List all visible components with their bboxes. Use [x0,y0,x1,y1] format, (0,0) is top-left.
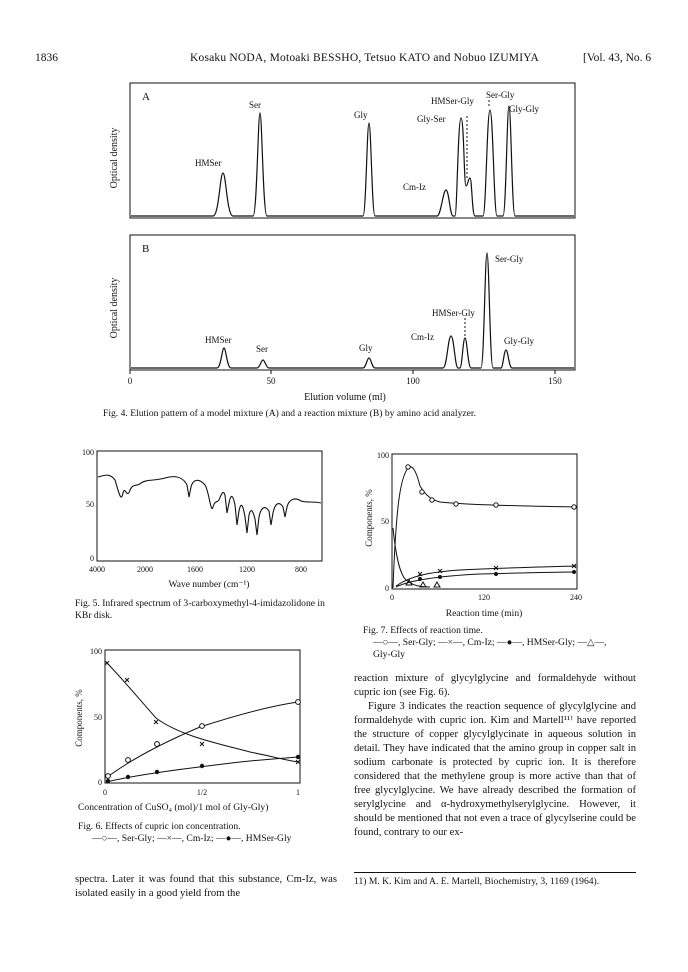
fig4-b-peak-hmser: HMSer [205,335,232,345]
fig7-series-cmiz [396,566,576,586]
body-paragraph-1: reaction mixture of glycylglycine and formaldehyde without cupric ion (see Fig. 6). [354,673,636,698]
fig6-chart [60,640,315,820]
fig6-xlabel: Concentration of CuSO₄ (mol)/1 mol of Gly-Gly) [78,802,269,813]
fig4-a-ylabel: Optical density [109,127,120,189]
fig4-a-peak-cmiz: Cm-Iz [403,182,426,192]
fig6-xtick-half: 1/2 [196,788,208,797]
fig5-trace [98,475,321,535]
fig6-ytick-100: 100 [90,647,102,656]
fig5-xtick-2000: 2000 [137,565,153,574]
fig4-b-peak-gly: Gly [359,343,373,353]
fig4-b-peak-cmiz: Cm-Iz [411,332,434,342]
fig4-caption: Fig. 4. Elution pattern of a model mixture (A) and a reaction mixture (B) by amino acid analyzer. [103,408,476,419]
fig6-ytick-50: 50 [94,713,102,722]
running-authors: Kosaku NODA, Motoaki BESSHO, Tetsuo KATO and Nobuo IZUMIYA [190,52,539,64]
fig7-caption: Fig. 7. Effects of reaction time. [363,625,483,636]
fig7-xtick-120: 120 [478,593,490,602]
fig6-xtick-0: 0 [103,788,107,797]
fig4-a-peak-hmser: HMSer [195,158,222,168]
fig4-panel-a-label: A [142,91,150,103]
fig5-caption: Fig. 5. Infrared spectrum of 3-carboxymethyl-4-imidazolidone in KBr disk. [75,598,325,621]
fig4-xtick-0: 0 [127,376,133,386]
fig7-ytick-50: 50 [381,517,389,526]
left-column-text: spectra. Later it was found that this substance, Cm-Iz, was isolated easily in a good yield from the [75,874,337,899]
fig5-ytick-50: 50 [86,500,94,509]
fig7-glygly-points [406,580,440,587]
fig5-ir-spectrum [75,445,330,595]
fig6-xtick-1: 1 [296,788,300,797]
fig5-ytick-0: 0 [90,554,94,563]
fig4-a-peak-ser: Ser [249,100,261,110]
fig4-elution-pattern [95,78,585,408]
fig4-b-peak-sergly: Ser-Gly [495,254,524,264]
fig7-xtick-0: 0 [390,593,394,602]
fig4-a-peak-sergly: Ser-Gly [486,90,515,100]
fig7-ytick-100: 100 [377,451,389,460]
fig5-frame [97,451,322,561]
fig6-series-cmiz [106,662,298,762]
fig7-ylabel: Components, % [364,489,374,547]
fig7-caption-block [363,625,625,661]
fig4-xtick-150: 150 [548,376,562,386]
fig4-a-peak-glygly: Gly-Gly [509,104,539,114]
fig6-ylabel: Components, % [74,689,84,747]
fig5-xtick-4000: 4000 [89,565,105,574]
body-paragraph-2: Figure 3 indicates the reaction sequence of glycylglycine and formaldehyde with cupric ion. Kim and Martell¹¹⁾ have reported the structure of copper glycylglycinate in aqueous solution in detail. They have indicated that the amino group in copper salt in sodium carbonate is protected by cupric ion. It is therefore considered that the methylene group is more active than that of free glycylglycine. We have already described the formation of serylglycine and α-hydroxymethylserylglycine. However, it should be mentioned that not even a trace of glycylserine could be found, contrary to our ex- [354,701,636,838]
fig7-sergly-points [406,465,576,509]
fig6-legend: —○—, Ser-Gly; —×—, Cm-Iz; —●—, HMSer-Gly [92,833,292,844]
fig7-series-sergly [393,467,576,588]
fig7-series-hmsergly [396,572,576,587]
fig5-xlabel: Wave number (cm⁻¹) [168,580,250,590]
fig4-xtick-50: 50 [266,376,276,386]
fig6-series-hmsergly [106,757,298,782]
fig4-a-peak-hmsergly: HMSer-Gly [431,96,474,106]
volume-info: [Vol. 43, No. 6 [583,52,652,64]
fig6-ytick-0: 0 [98,778,102,787]
fig4-a-peak-gly: Gly [354,110,368,120]
fig5-ytick-100: 100 [82,448,94,457]
fig6-caption: Fig. 6. Effects of cupric ion concentration. [78,821,241,832]
fig7-legend: —○—, Ser-Gly; —×—, Cm-Iz; —●—, HMSer-Gly; —△—, Gly-Gly [373,637,607,660]
fig7-chart [360,448,590,623]
right-column-text [354,672,636,840]
fig6-caption-block [78,821,303,845]
footnote: 11) M. K. Kim and A. E. Martell, Biochemistry, 3, 1169 (1964). [354,876,600,887]
fig6-frame [105,650,300,783]
fig7-ytick-0: 0 [385,584,389,593]
fig4-a-peak-glyser: Gly-Ser [417,114,446,124]
fig4-xlabel: Elution volume (ml) [304,392,386,403]
fig4-b-ylabel: Optical density [109,277,120,339]
fig5-xtick-800: 800 [295,565,307,574]
page-number: 1836 [35,52,58,64]
fig7-xtick-240: 240 [570,593,582,602]
fig4-b-trace [131,253,574,368]
fig6-cmiz-points [105,661,300,764]
fig5-xtick-1200: 1200 [239,565,255,574]
fig4-b-peak-ser: Ser [256,344,268,354]
fig4-xtick-100: 100 [406,376,420,386]
fig4-b-peak-hmsergly: HMSer-Gly [432,308,475,318]
fig7-xlabel: Reaction time (min) [445,609,523,619]
fig4-x-axis [128,370,563,403]
footnote-rule [354,872,636,873]
fig4-panel-b-label: B [142,243,150,255]
fig4-b-peak-glygly: Gly-Gly [504,336,534,346]
fig5-xtick-1600: 1600 [187,565,203,574]
